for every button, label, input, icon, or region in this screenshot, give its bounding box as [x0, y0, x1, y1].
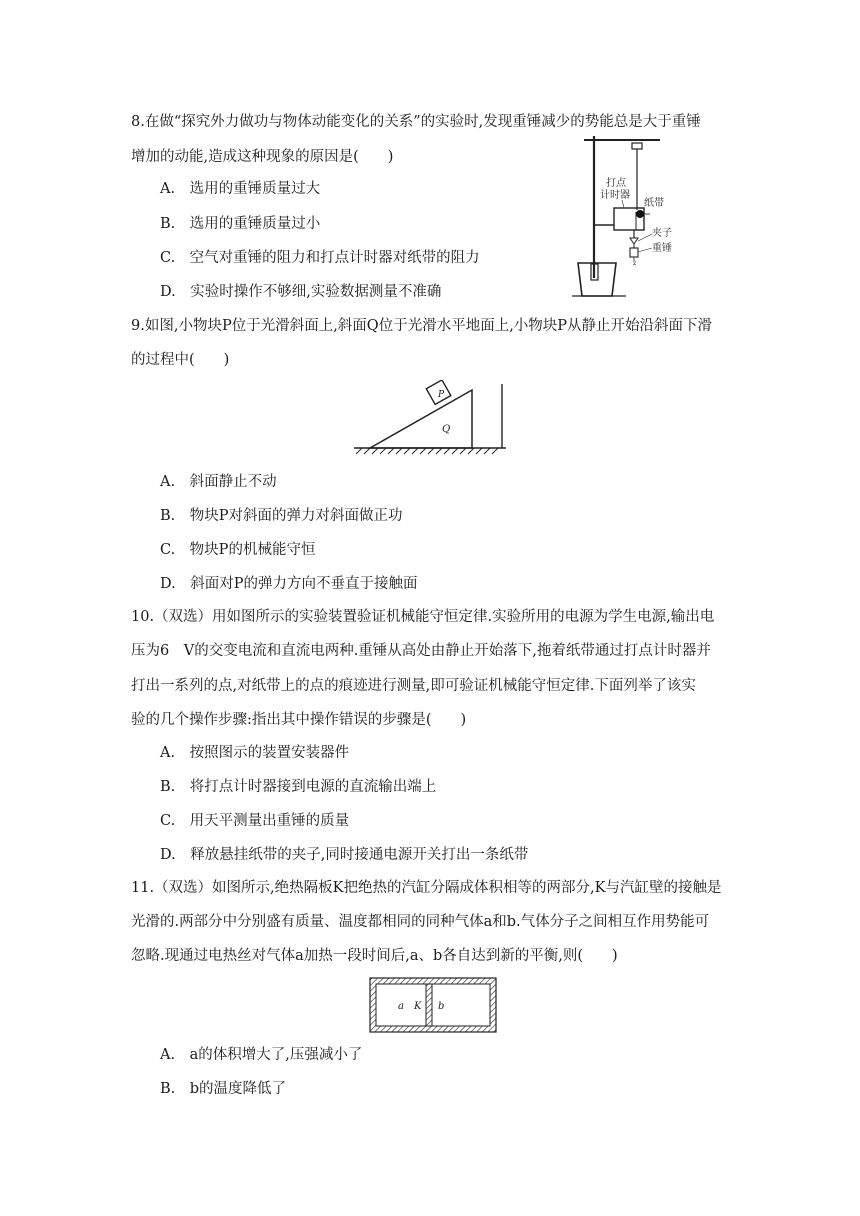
- question-10-stem-line-4: 验的几个操作步骤:指出其中操作错误的步骤是( ): [131, 712, 467, 728]
- question-9-stem-line-2: 的过程中( ): [131, 352, 230, 368]
- label-weight: 重锤: [652, 243, 672, 254]
- label-tape: 纸带: [644, 198, 664, 209]
- question-11-option-a: A. a的体积增大了,压强减小了: [160, 1047, 363, 1063]
- label-clip: 夹子: [652, 228, 672, 239]
- question-9-option-a: A. 斜面静止不动: [160, 474, 277, 490]
- label-gas-b: b: [438, 1001, 445, 1012]
- label-block-p: P: [438, 390, 445, 400]
- question-8-stem-line-1: 8.在做“探究外力做功与物体动能变化的关系”的实验时,发现重锤减少的势能总是大于重锤: [131, 114, 701, 130]
- question-9-stem-line-1: 9.如图,小物块P位于光滑斜面上,斜面Q位于光滑水平地面上,小物块P从静止开始沿斜面下滑: [131, 318, 713, 334]
- question-10-option-c: C. 用天平测量出重锤的质量: [160, 813, 350, 829]
- question-8-option-b: B. 选用的重锤质量过小: [160, 216, 321, 232]
- question-8-option-a: A. 选用的重锤质量过大: [160, 181, 321, 197]
- question-10-option-d: D. 释放悬挂纸带的夹子,同时接通电源开关打出一条纸带: [160, 847, 529, 863]
- question-8-option-c: C. 空气对重锤的阻力和打点计时器对纸带的阻力: [160, 250, 480, 266]
- question-11-stem-line-2: 光滑的.两部分中分别盛有质量、温度都相同的同种气体a和b.气体分子之间相互作用势能可: [131, 914, 710, 930]
- question-11-option-b: B. b的温度降低了: [160, 1081, 287, 1097]
- label-gas-a: a: [398, 1001, 404, 1012]
- question-11-stem-line-1: 11.（双选）如图所示,绝热隔板K把绝热的汽缸分隔成体积相等的两部分,K与汽缸壁的接触是: [131, 880, 722, 896]
- question-10-option-b: B. 将打点计时器接到电源的直流输出端上: [160, 779, 437, 795]
- question-8-stem-line-2: 增加的动能,造成这种现象的原因是( ): [131, 149, 394, 165]
- label-timer-2: 计时器: [600, 190, 630, 201]
- question-9-option-d: D. 斜面对P的弹力方向不垂直于接触面: [160, 576, 418, 592]
- label-incline-q: Q: [442, 424, 451, 435]
- label-timer-1: 打点: [606, 178, 626, 189]
- incline-figure: [350, 380, 510, 456]
- question-10-stem-line-3: 打出一系列的点,对纸带上的点的痕迹进行测量,即可验证机械能守恒定律.下面列举了该实: [131, 678, 696, 694]
- label-partition-k: K: [414, 1001, 422, 1012]
- cylinder-figure: [368, 976, 498, 1034]
- question-11-stem-line-3: 忽略.现通过电热丝对气体a加热一段时间后,a、b各自达到新的平衡,则( ): [131, 948, 618, 964]
- question-10-stem-line-2: 压为6 V的交变电流和直流电两种.重锤从高处由静止开始落下,拖着纸带通过打点计时器并: [131, 643, 711, 659]
- question-10-stem-line-1: 10.（双选）用如图所示的实验装置验证机械能守恒定律.实验所用的电源为学生电源,输出电: [131, 609, 715, 625]
- svg-text:z: z: [633, 260, 637, 267]
- question-10-option-a: A. 按照图示的装置安装器件: [160, 745, 350, 761]
- question-9-option-b: B. 物块P对斜面的弹力对斜面做正功: [160, 508, 403, 524]
- question-9-option-c: C. 物块P的机械能守恒: [160, 542, 316, 558]
- question-8-option-d: D. 实验时操作不够细,实验数据测量不准确: [160, 284, 442, 300]
- timer-apparatus-figure: [572, 130, 682, 302]
